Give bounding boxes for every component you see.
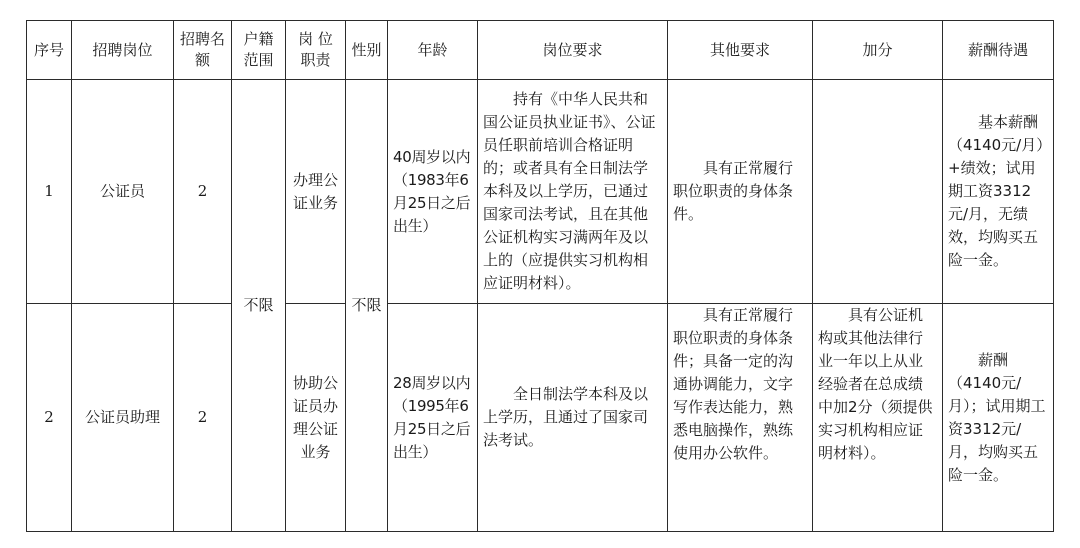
- header-duty: 岗 位职责: [286, 21, 346, 80]
- cell-requirement: 全日制法学本科及以上学历，且通过了国家司法考试。: [478, 304, 668, 532]
- cell-bonus: [813, 80, 943, 304]
- cell-salary: 基本薪酬（4140元/月）+绩效；试用期工资3312元/月，无绩效，均购买五险一金。: [943, 80, 1054, 304]
- cell-quota: 2: [174, 80, 232, 304]
- cell-age: 28周岁以内（1995年6月25日之后出生）: [388, 304, 478, 532]
- cell-duty: 办理公证业务: [286, 80, 346, 304]
- header-bonus: 加分: [813, 21, 943, 80]
- header-gender: 性别: [346, 21, 388, 80]
- cell-other: 具有正常履行职位职责的身体条件。: [668, 80, 813, 304]
- header-seq: 序号: [27, 21, 72, 80]
- header-position: 招聘岗位: [72, 21, 174, 80]
- header-hukou: 户籍范围: [232, 21, 286, 80]
- recruitment-table: [26, 20, 1054, 532]
- table-row: [27, 304, 1054, 532]
- header-age: 年龄: [388, 21, 478, 80]
- cell-age: 40周岁以内（1983年6月25日之后出生）: [388, 80, 478, 304]
- header-other: 其他要求: [668, 21, 813, 80]
- table-row: [27, 80, 1054, 304]
- cell-seq: 1: [27, 80, 72, 304]
- cell-quota: 2: [174, 304, 232, 532]
- header-requirement: 岗位要求: [478, 21, 668, 80]
- cell-salary: 薪酬（4140元/月）；试用期工资3312元/月，均购买五险一金。: [943, 304, 1054, 532]
- cell-other: 具有正常履行职位职责的身体条件；具备一定的沟通协调能力，文字写作表达能力，熟悉电脑操作，熟练使用办公软件。: [668, 304, 813, 532]
- cell-position: 公证员助理: [72, 304, 174, 532]
- cell-bonus: 具有公证机构或其他法律行业一年以上从业经验者在总成绩中加2分（须提供实习机构相应证明材料）。: [813, 304, 943, 532]
- header-salary: 薪酬待遇: [943, 21, 1054, 80]
- cell-position: 公证员: [72, 80, 174, 304]
- cell-hukou: 不限: [232, 80, 286, 532]
- cell-requirement: 持有《中华人民共和国公证员执业证书》、公证员任职前培训合格证明的；或者具有全日制法学本科及以上学历，已通过国家司法考试，且在其他公证机构实习满两年及以上的（应提供实习机构相应证明材料）。: [478, 80, 668, 304]
- cell-seq: 2: [27, 304, 72, 532]
- cell-gender: 不限: [346, 80, 388, 532]
- header-quota: 招聘名额: [174, 21, 232, 80]
- cell-duty: 协助公证员办理公证业务: [286, 304, 346, 532]
- header-row: [27, 21, 1054, 80]
